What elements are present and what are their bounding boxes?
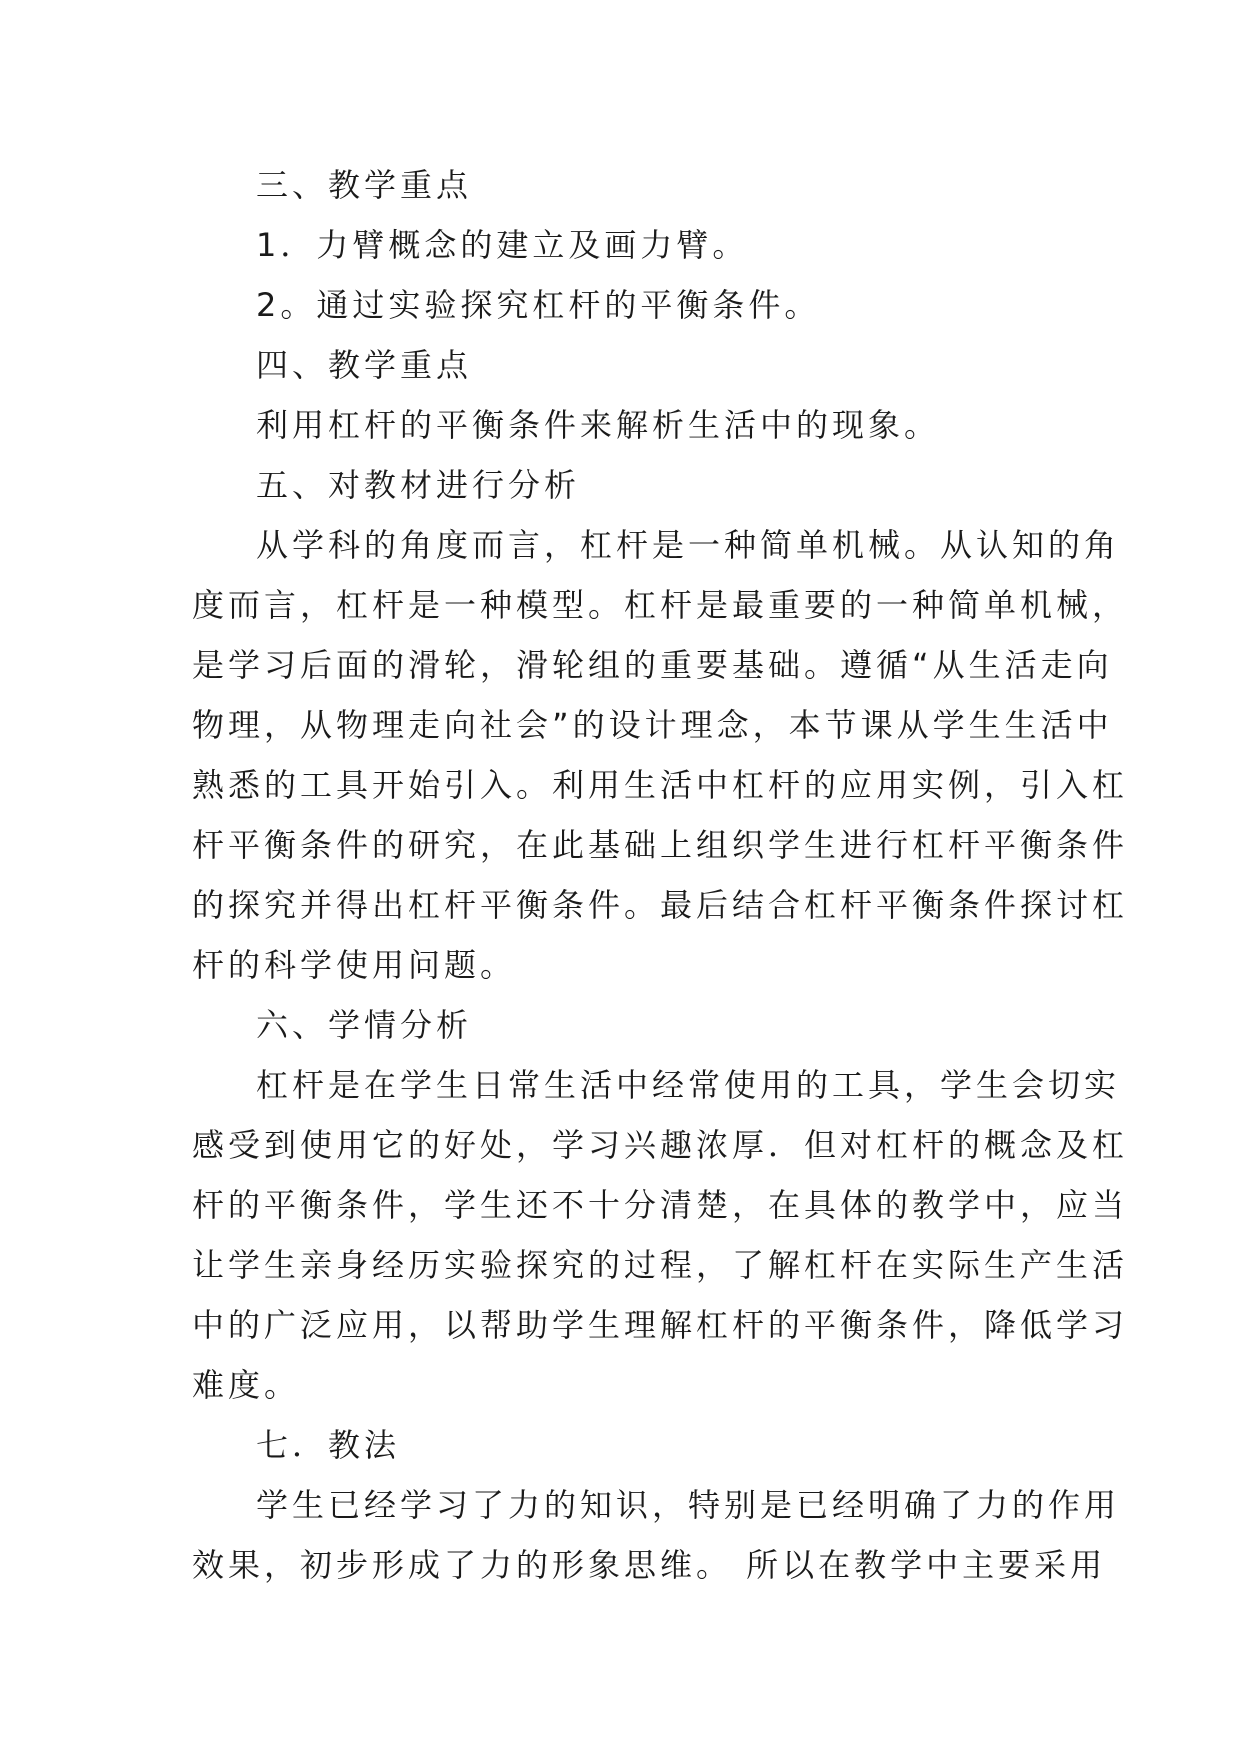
paragraph-line: 度而言，杠杆是一种模型。杠杆是最重要的一种简单机械， bbox=[192, 586, 1129, 624]
heading-teaching-focus-2: 四、教学重点 bbox=[256, 346, 473, 384]
list-item-1: 1．力臂概念的建立及画力臂。 bbox=[256, 226, 749, 264]
paragraph-line: 感受到使用它的好处，学习兴趣浓厚．但对杠杆的概念及杠 bbox=[192, 1126, 1129, 1164]
paragraph-line: 效果，初步形成了力的形象思维。 所以在教学中主要采用 bbox=[192, 1546, 1107, 1584]
paragraph-line: 让学生亲身经历实验探究的过程，了解杠杆在实际生产生活 bbox=[192, 1246, 1129, 1284]
paragraph-line: 杆的平衡条件，学生还不十分清楚，在具体的教学中，应当 bbox=[192, 1186, 1129, 1224]
paragraph-line: 学生已经学习了力的知识，特别是已经明确了力的作用 bbox=[256, 1486, 1121, 1524]
heading-teaching-method: 七．教法 bbox=[256, 1426, 401, 1464]
paragraph-line: 利用杠杆的平衡条件来解析生活中的现象。 bbox=[256, 406, 941, 444]
paragraph-line: 杠杆是在学生日常生活中经常使用的工具，学生会切实 bbox=[256, 1066, 1121, 1104]
paragraph-line: 是学习后面的滑轮，滑轮组的重要基础。遵循“从生活走向 bbox=[192, 646, 1113, 684]
paragraph-line: 杆平衡条件的研究，在此基础上组织学生进行杠杆平衡条件 bbox=[192, 826, 1129, 864]
paragraph-line: 从学科的角度而言，杠杆是一种简单机械。从认知的角 bbox=[256, 526, 1121, 564]
list-item-2: 2。通过实验探究杠杆的平衡条件。 bbox=[256, 286, 821, 324]
paragraph-line: 熟悉的工具开始引入。利用生活中杠杆的应用实例，引入杠 bbox=[192, 766, 1129, 804]
paragraph-line: 的探究并得出杠杆平衡条件。最后结合杠杆平衡条件探讨杠 bbox=[192, 886, 1129, 924]
heading-material-analysis: 五、对教材进行分析 bbox=[256, 466, 581, 504]
heading-teaching-focus: 三、教学重点 bbox=[256, 166, 473, 204]
paragraph-line: 难度。 bbox=[192, 1366, 301, 1404]
heading-student-analysis: 六、学情分析 bbox=[256, 1006, 473, 1044]
paragraph-line: 中的广泛应用，以帮助学生理解杠杆的平衡条件，降低学习 bbox=[192, 1306, 1129, 1344]
paragraph-line: 杆的科学使用问题。 bbox=[192, 946, 517, 984]
paragraph-line: 物理，从物理走向社会”的设计理念，本节课从学生生活中 bbox=[192, 706, 1113, 744]
